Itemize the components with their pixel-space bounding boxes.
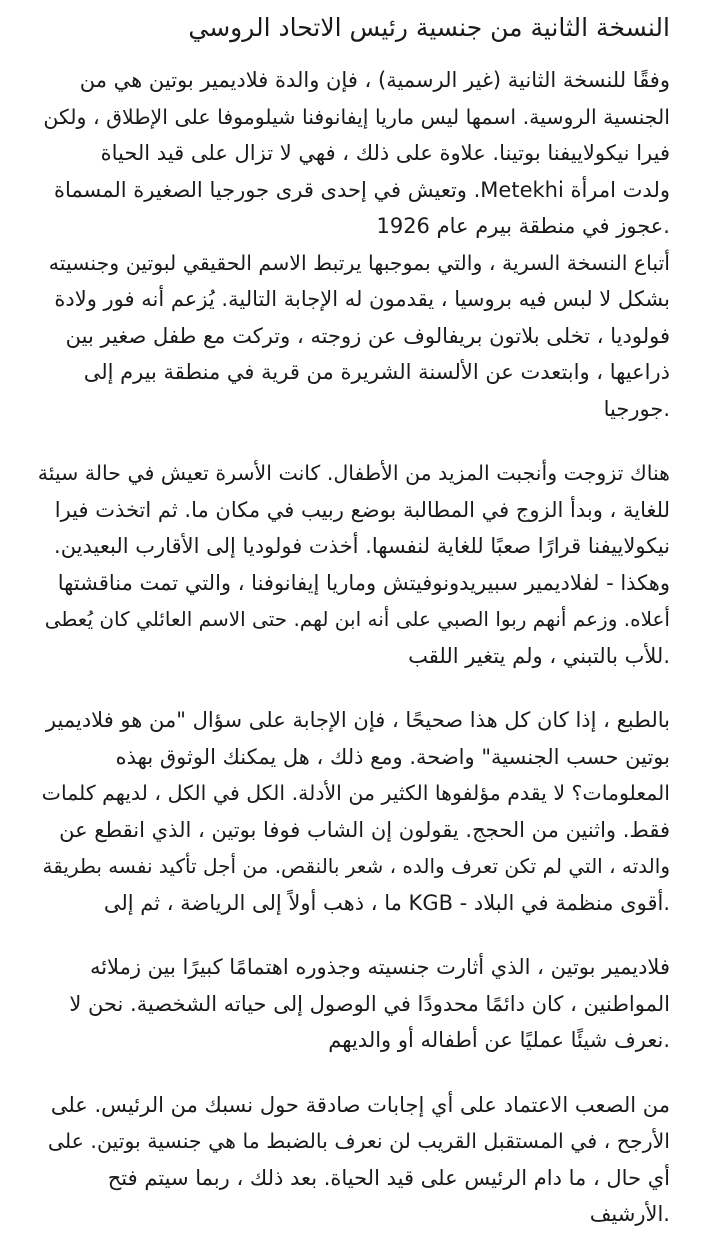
text-line: بالطبع ، إذا كان كل هذا صحيحًا ، فإن الإجابة على سؤال "من هو فلاديمير xyxy=(45,708,670,732)
text-line: المواطنين ، كان دائمًا محدودًا في الوصول إلى حياته الشخصية. نحن لا xyxy=(69,991,670,1016)
text-line: الأرجح ، في المستقبل القريب لن نعرف بالضبط ما هي جنسية بوتين. على xyxy=(47,1129,670,1153)
text-line: من الصعب الاعتماد على أي إجابات صادقة حول نسبك من الرئيس. على xyxy=(50,1092,670,1117)
text-line: وهكذا - لفلاديمير سبيريدونوفيتش وماريا إيفانوفنا ، والتي تمت مناقشتها xyxy=(57,570,670,595)
paragraph-1 xyxy=(36,62,670,427)
text-line: وفقًا للنسخة الثانية (غير الرسمية) ، فإن والدة فلاديمير بوتين هي من xyxy=(79,68,670,92)
article-title: النسخة الثانية من جنسية رئيس الاتحاد الروسي xyxy=(188,13,670,42)
text-line: ذراعيها ، وابتعدت عن الألسنة الشريرة من قرية في منطقة بيرم إلى xyxy=(83,360,670,384)
text-line: بشكل لا لبس فيه بروسيا ، يقدمون له الإجابة التالية. يُزعم أنه فور ولادة xyxy=(54,287,670,311)
text-line: بوتين حسب الجنسية" واضحة. ومع ذلك ، هل يمكنك الوثوق بهذه xyxy=(115,744,670,769)
text-line: فقط. واثنين من الحجج. يقولون إن الشاب فوفا بوتين ، الذي انقطع عن xyxy=(59,817,670,842)
text-line: .جورجيا xyxy=(603,396,670,421)
paragraph-gap xyxy=(36,921,670,949)
paragraph-4 xyxy=(36,949,670,1059)
text-line: أتباع النسخة السرية ، والتي بموجبها يرتبط الاسم الحقيقي لبوتين وجنسيته xyxy=(48,250,670,275)
text-line: أي حال ، ما دام الرئيس على قيد الحياة. بعد ذلك ، ربما سيتم فتح xyxy=(107,1165,670,1190)
text-line: .أقوى منظمة في البلاد - KGB ما ، ذهب أولاً إلى الرياضة ، ثم إلى xyxy=(103,890,670,915)
paragraph-gap xyxy=(36,674,670,702)
text-line: أعلاه. وزعم أنهم ربوا الصبي على أنه ابن لهم. حتى الاسم العائلي كان يُعطى xyxy=(44,607,670,631)
text-line: .نعرف شيئًا عمليًا عن أطفاله أو والديهم xyxy=(328,1028,670,1052)
paragraph-2 xyxy=(36,455,670,674)
text-line: الجنسية الروسية. اسمها ليس ماريا إيفانوفنا شيلوموفا على الإطلاق ، ولكن xyxy=(43,104,670,129)
paragraph-5 xyxy=(36,1087,670,1233)
paragraph-gap xyxy=(36,427,670,455)
text-line: المعلومات؟ لا يقدم مؤلفوها الكثير من الأدلة. الكل في الكل ، لديهم كلمات xyxy=(41,781,670,805)
text-line: .للأب بالتبني ، ولم يتغير اللقب xyxy=(408,643,670,668)
text-line: .الأرشيف xyxy=(589,1202,670,1226)
text-line: ولدت امرأة Metekhi. وتعيش في إحدى قرى جورجيا الصغيرة المسماة xyxy=(53,177,670,202)
text-line: فيرا نيكولاييفنا بوتينا. علاوة على ذلك ، فهي لا تزال على قيد الحياة xyxy=(100,141,670,165)
text-line: للغاية ، وبدأ الزوج في المطالبة بوضع ربيب في مكان ما. ثم اتخذت فيرا xyxy=(54,497,670,522)
text-line: .عجوز في منطقة بيرم عام 1926 xyxy=(376,214,670,238)
text-line: فولوديا ، تخلى بلاتون بريفالوف عن زوجته ، وتركت مع طفل صغير بين xyxy=(65,323,670,348)
text-line: نيكولاييفنا قرارًا صعبًا للغاية لنفسها. أخذت فولوديا إلى الأقارب البعيدين. xyxy=(54,534,670,558)
text-line: والدته ، التي لم تكن تعرف والده ، شعر بالنقص. من أجل تأكيد نفسه بطريقة xyxy=(42,854,670,878)
paragraph-gap xyxy=(36,1059,670,1087)
text-line: هناك تزوجت وأنجبت المزيد من الأطفال. كانت الأسرة تعيش في حالة سيئة xyxy=(37,461,670,485)
text-line: فلاديمير بوتين ، الذي أثارت جنسيته وجذوره اهتمامًا كبيرًا بين زملائه xyxy=(89,955,670,979)
paragraph-3 xyxy=(36,702,670,921)
